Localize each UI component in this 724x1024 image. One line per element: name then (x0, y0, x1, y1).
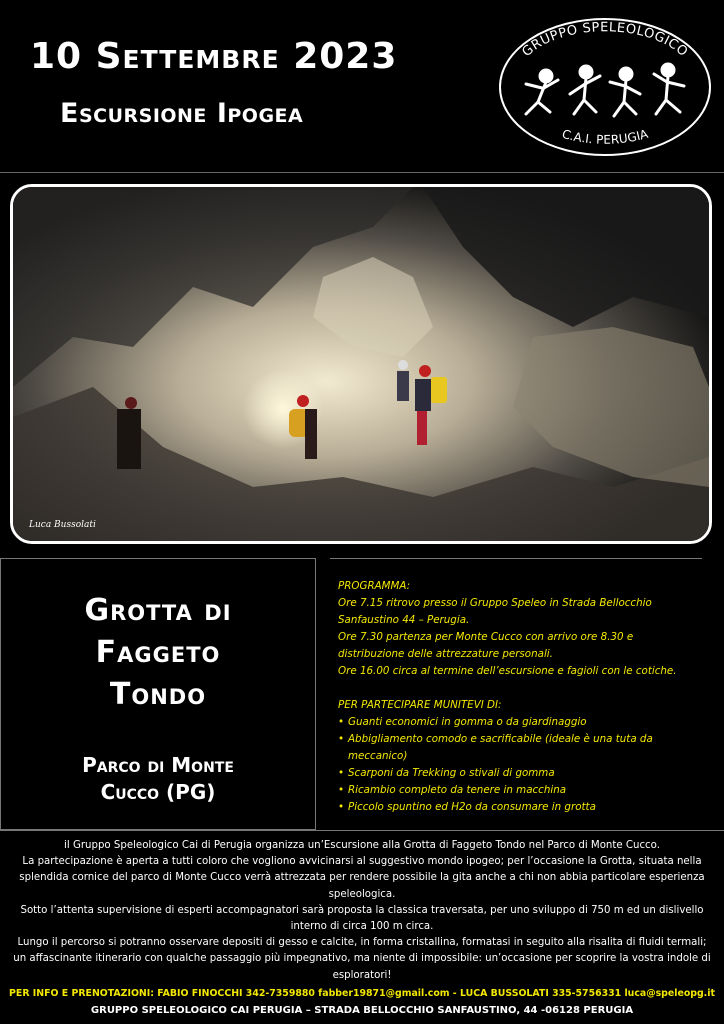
park-name-line: Parco di Monte (82, 753, 234, 777)
logo-top-text: GRUPPO SPELEOLOGICO (519, 20, 691, 61)
club-logo (496, 14, 714, 160)
cave-name (0, 590, 316, 716)
equipment-item: • Piccolo spuntino ed H2o da consumare in grotta (338, 799, 706, 816)
description-paragraph: La partecipazione è aperta a tutti coloro che vogliono avvicinarsi al suggestivo mondo ipogeo; per l’occasione la Grotta, situata nella splendida cornice del parco di Monte Cucco verrà attrezzata per rendere possibile la gita anche a chi non abbia particolare esperienza speleologica. (19, 856, 705, 900)
program-line: distribuzione delle attrezzature personali. (338, 648, 553, 660)
event-date: 10 Settembre 2023 (30, 36, 398, 77)
program-line: Ore 16.00 circa al termine dell’escursione e fagioli con le cotiche. (338, 665, 677, 677)
equipment-item: • Guanti economici in gomma o da giardinaggio (338, 714, 706, 731)
club-address: GRUPPO SPELEOLOGICO CAI PERUGIA – STRADA BELLOCCHIO SANFAUSTINO, 44 -06128 PERUGIA (90, 1005, 634, 1016)
photo-credit: Luca Bussolati (29, 520, 96, 530)
equipment-item: • Abbigliamento comodo e sacrificabile (ideale è una tuta da meccanico) (338, 731, 706, 765)
program-list (338, 595, 708, 680)
park-name-line: Cucco (PG) (100, 780, 216, 804)
contact-info: PER INFO E PRENOTAZIONI: FABIO FINOCCHI 342-7359880 fabber19871@gmail.com - LUCA BUSSOLATI 335-5756331 luca@speleopg.it (9, 988, 715, 999)
program-line: Ore 7.15 ritrovo presso il Gruppo Speleo in Strada Bellocchio (338, 597, 652, 609)
cave-name-line: Faggeto (95, 635, 221, 670)
program-line: Sanfaustino 44 – Perugia. (338, 614, 470, 626)
equipment-item: • Ricambio completo da tenere in macchina (338, 782, 706, 799)
program-heading: PROGRAMMA: (338, 580, 411, 592)
event-subtitle: Escursione Ipogea (60, 98, 304, 129)
park-name (0, 752, 316, 806)
body-divider (0, 830, 724, 831)
equipment-list (338, 714, 706, 816)
logo-bottom-text: C.A.I. PERUGIA (560, 126, 650, 147)
cave-photo (10, 184, 712, 544)
cave-name-line: Tondo (109, 677, 207, 712)
event-description (10, 838, 714, 984)
cave-name-line: Grotta di (84, 593, 232, 628)
description-paragraph: il Gruppo Speleologico Cai di Perugia organizza un’Escursione alla Grotta di Faggeto Tondo nel Parco di Monte Cucco. (64, 840, 660, 851)
description-paragraph: Sotto l’attenta supervisione di esperti accompagnatori sarà proposta la classica traversata, per uno sviluppo di 750 m ed un dislivello interno di circa 100 m circa. (20, 904, 704, 933)
description-paragraph: Lungo il percorso si potranno osservare depositi di gesso e calcite, in forma cristallina, formatasi in seguito alla risalita di fluidi termali; un affascinante itinerario con qualche passaggio più impegnativo, ma niente di impossibile: un’occasione per scoprire la vostra indole di esploratori! (13, 937, 711, 981)
equipment-heading: PER PARTECIPARE MUNITEVI DI: (338, 699, 502, 711)
equipment-item: • Scarponi da Trekking o stivali di gomma (338, 765, 706, 782)
header-divider (0, 172, 724, 173)
program-divider (330, 558, 702, 559)
program-line: Ore 7.30 partenza per Monte Cucco con arrivo ore 8.30 e (338, 631, 634, 643)
